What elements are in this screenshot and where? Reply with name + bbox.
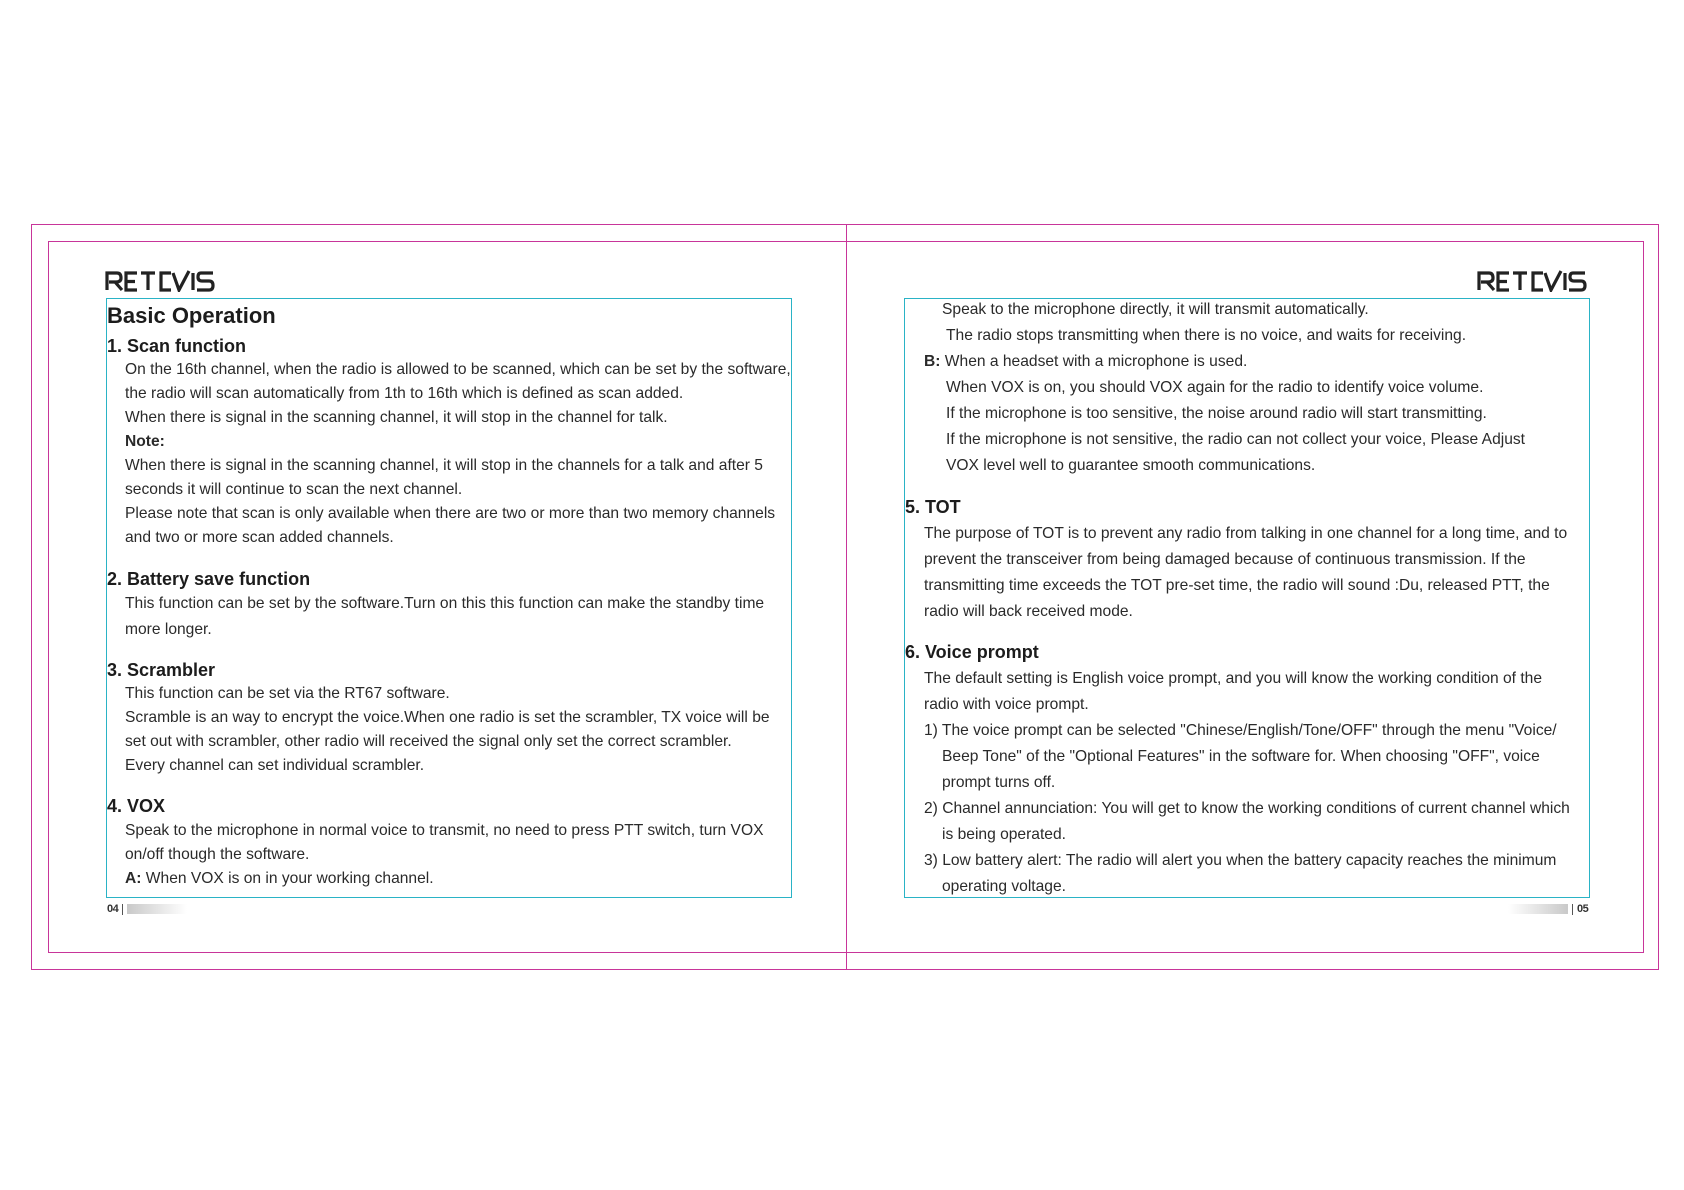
scan-note-line-4: and two or more scan added channels. bbox=[125, 529, 394, 546]
scan-note-line-3: Please note that scan is only available when there are two or more than two memory channels bbox=[125, 505, 776, 522]
scan-line-2: the radio will scan automatically from 1th to 16th which is defined as scan added. bbox=[125, 385, 684, 402]
voice-line-1: The default setting is English voice prompt, and you will know the working condition of the bbox=[924, 670, 1543, 687]
scrambler-line-3: set out with scrambler, other radio will received the signal only set the correct scrambler. bbox=[125, 733, 732, 750]
retevis-logo-right bbox=[1477, 270, 1589, 292]
folio-gradient-left bbox=[127, 904, 187, 914]
page-folio-right bbox=[1508, 903, 1588, 915]
voice-line-8: 3) Low battery alert: The radio will alert you when the battery capacity reaches the minimum bbox=[924, 852, 1557, 869]
scrambler-line-1: This function can be set via the RT67 software. bbox=[125, 685, 450, 702]
vox-b-line-4: VOX level well to guarantee smooth communications. bbox=[946, 457, 1316, 474]
vox-b-label: B: bbox=[924, 353, 941, 370]
section-heading-scrambler: 3. Scrambler bbox=[107, 660, 216, 680]
vox-b-line bbox=[924, 353, 1247, 371]
battery-line-1: This function can be set by the software.Turn on this this function can make the standby time bbox=[125, 595, 765, 612]
voice-line-3: 1) The voice prompt can be selected "Chinese/English/Tone/OFF" through the menu "Voice/ bbox=[924, 722, 1557, 739]
section-heading-voice: 6. Voice prompt bbox=[905, 642, 1039, 662]
scan-note-line-2: seconds it will continue to scan the next channel. bbox=[125, 481, 463, 498]
voice-line-4: Beep Tone" of the "Optional Features" in the software for. When choosing "OFF", voice bbox=[942, 748, 1540, 765]
scrambler-line-2: Scramble is an way to encrypt the voice.When one radio is set the scrambler, TX voice will be bbox=[125, 709, 770, 726]
page-number-left: 04 bbox=[107, 903, 119, 915]
folio-gradient-right bbox=[1508, 904, 1568, 914]
vox-cont-line-1: Speak to the microphone directly, it will transmit automatically. bbox=[942, 301, 1369, 318]
voice-line-2: radio with voice prompt. bbox=[924, 696, 1089, 713]
vox-a-text: When VOX is on in your working channel. bbox=[141, 870, 434, 887]
voice-line-7: is being operated. bbox=[942, 826, 1066, 843]
voice-line-9: operating voltage. bbox=[942, 878, 1066, 895]
tot-line-1: The purpose of TOT is to prevent any radio from talking in one channel for a long time, and to bbox=[924, 525, 1568, 542]
page-folio-left bbox=[107, 903, 187, 915]
retevis-logo-left bbox=[105, 270, 217, 292]
folio-divider-left bbox=[122, 904, 123, 915]
vox-line-1: Speak to the microphone in normal voice to transmit, no need to press PTT switch, turn VOX bbox=[125, 822, 764, 839]
scan-line-1: On the 16th channel, when the radio is allowed to be scanned, which can be set by the software, bbox=[125, 361, 791, 378]
tot-line-3: transmitting time exceeds the TOT pre-set time, the radio will sound :Du, released PTT, the bbox=[924, 577, 1550, 594]
scan-note-line-1: When there is signal in the scanning channel, it will stop in the channels for a talk and after 5 bbox=[125, 457, 763, 474]
vox-b-text: When a headset with a microphone is used. bbox=[940, 353, 1248, 370]
scan-line-3: When there is signal in the scanning channel, it will stop in the channel for talk. bbox=[125, 409, 668, 426]
section-heading-vox: 4. VOX bbox=[107, 796, 166, 816]
vox-a-label: A: bbox=[125, 870, 142, 887]
scrambler-line-4: Every channel can set individual scrambler. bbox=[125, 757, 425, 774]
folio-divider-right bbox=[1572, 904, 1573, 915]
vox-b-line-2: If the microphone is too sensitive, the noise around radio will start transmitting. bbox=[946, 405, 1487, 422]
section-heading-tot: 5. TOT bbox=[905, 497, 961, 517]
vox-a-line bbox=[125, 870, 434, 888]
vox-cont-line-2: The radio stops transmitting when there is no voice, and waits for receiving. bbox=[946, 327, 1467, 344]
page-number-right: 05 bbox=[1577, 903, 1589, 915]
section-heading-battery: 2. Battery save function bbox=[107, 569, 311, 589]
scan-note-label: Note: bbox=[125, 433, 165, 450]
section-heading-scan: 1. Scan function bbox=[107, 336, 247, 356]
vox-b-line-1: When VOX is on, you should VOX again for the radio to identify voice volume. bbox=[946, 379, 1484, 396]
battery-line-2: more longer. bbox=[125, 621, 212, 638]
vox-b-line-3: If the microphone is not sensitive, the radio can not collect your voice, Please Adjust bbox=[946, 431, 1526, 448]
tot-line-2: prevent the transceiver from being damaged because of continuous transmission. If the bbox=[924, 551, 1526, 568]
page-title: Basic Operation bbox=[107, 303, 276, 328]
vox-line-2: on/off though the software. bbox=[125, 846, 310, 863]
voice-line-6: 2) Channel annunciation: You will get to know the working conditions of current channel which bbox=[924, 800, 1570, 817]
voice-line-5: prompt turns off. bbox=[942, 774, 1056, 791]
tot-line-4: radio will back received mode. bbox=[924, 603, 1133, 620]
spine-line bbox=[846, 224, 847, 970]
